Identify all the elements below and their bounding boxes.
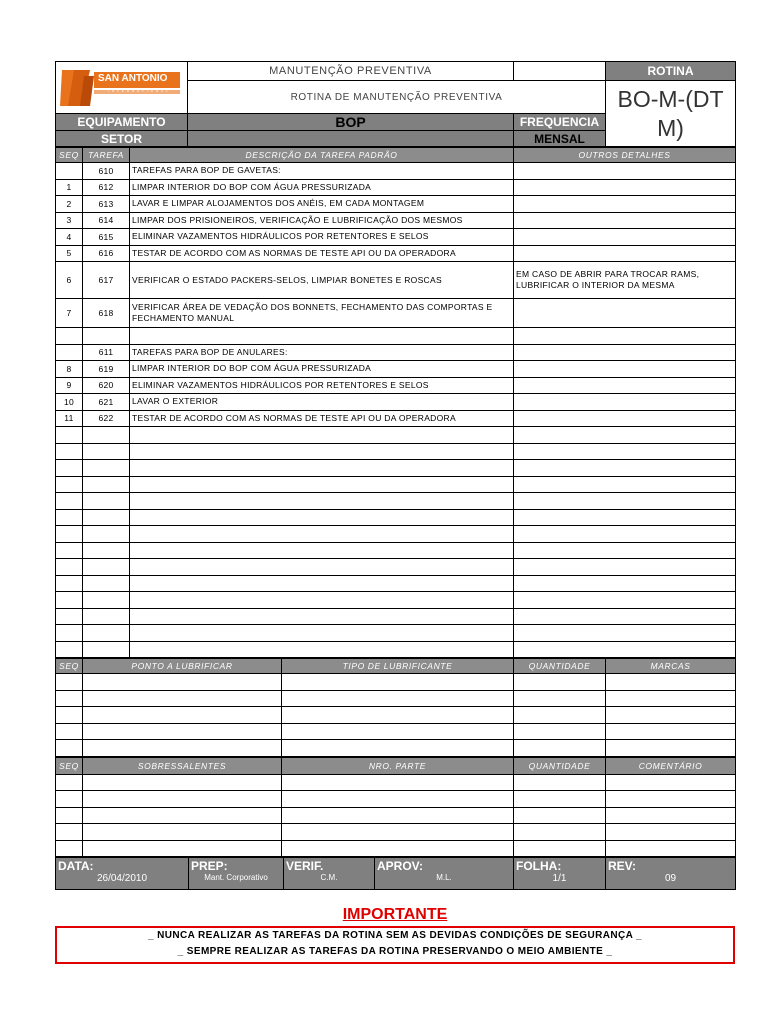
folha-value: 1/1 [552, 873, 567, 884]
empty-cell [514, 592, 736, 609]
col-lub-quantidade: QUANTIDADE [514, 659, 606, 674]
empty-cell [83, 674, 282, 691]
empty-cell [56, 592, 83, 609]
empty-cell [282, 707, 514, 724]
lubrication-row [56, 690, 736, 707]
page-subtitle: ROTINA DE MANUTENÇÃO PREVENTIVA [188, 81, 606, 114]
task-row-empty [56, 509, 736, 526]
col-spare-seq: SEQ [56, 757, 83, 774]
empty-cell [56, 807, 83, 824]
warning-box [55, 926, 735, 964]
company-logo [56, 62, 188, 114]
empty-cell [130, 443, 514, 460]
task-description: LAVAR O EXTERIOR [130, 394, 514, 411]
task-other-details [514, 163, 736, 180]
empty-cell [282, 791, 514, 808]
empty-cell [514, 526, 736, 543]
rotina-code: BO-M-(DTM) [606, 81, 736, 147]
empty-cell [83, 526, 130, 543]
lubrication-row [56, 674, 736, 691]
task-row-empty [56, 526, 736, 543]
empty-cell [282, 690, 514, 707]
empty-cell [282, 740, 514, 757]
folha-label: FOLHA: [516, 859, 562, 873]
empty-cell [514, 559, 736, 576]
task-number: 619 [83, 361, 130, 378]
empty-cell [56, 493, 83, 510]
task-row [56, 394, 736, 411]
task-number: 620 [83, 377, 130, 394]
spare-part-row [56, 807, 736, 824]
task-description: VERIFICAR O ESTADO PACKERS-SELOS, LIMPIAR BONETES E ROSCAS [130, 262, 514, 299]
empty-cell [130, 427, 514, 444]
empty-cell [83, 840, 282, 857]
task-seq: 10 [56, 394, 83, 411]
empty-cell [606, 824, 736, 841]
task-row [56, 328, 736, 345]
empty-cell [56, 690, 83, 707]
empty-cell [56, 608, 83, 625]
task-row-empty [56, 559, 736, 576]
rev-value: 09 [664, 873, 677, 884]
task-other-details [514, 299, 736, 328]
col-descricao: DESCRIÇÃO DA TAREFA PADRÃO [130, 148, 514, 163]
task-seq: 4 [56, 229, 83, 246]
empty-cell [282, 723, 514, 740]
task-seq: 1 [56, 179, 83, 196]
task-description: TESTAR DE ACORDO COM AS NORMAS DE TESTE API OU DA OPERADORA [130, 245, 514, 262]
empty-cell [83, 774, 282, 791]
empty-cell [130, 460, 514, 477]
task-description: ELIMINAR VAZAMENTOS HIDRÁULICOS POR RETENTORES E SELOS [130, 229, 514, 246]
spare-part-row [56, 791, 736, 808]
lubrication-row [56, 740, 736, 757]
task-seq: 9 [56, 377, 83, 394]
col-seq: SEQ [56, 148, 83, 163]
maintenance-form [55, 61, 735, 890]
empty-cell [606, 774, 736, 791]
empty-cell [130, 608, 514, 625]
empty-cell [514, 807, 606, 824]
task-row [56, 179, 736, 196]
col-sobressalentes: SOBRESSALENTES [83, 757, 282, 774]
task-seq: 5 [56, 245, 83, 262]
header-table [55, 61, 736, 147]
empty-cell [606, 723, 736, 740]
task-description: TAREFAS PARA BOP DE ANULARES: [130, 344, 514, 361]
empty-cell [56, 476, 83, 493]
empty-cell [83, 608, 130, 625]
footer-prep [189, 858, 284, 890]
task-number: 611 [83, 344, 130, 361]
empty-cell [514, 608, 736, 625]
task-description: ELIMINAR VAZAMENTOS HIDRÁULICOS POR RETENTORES E SELOS [130, 377, 514, 394]
empty-cell [83, 690, 282, 707]
task-seq [56, 328, 83, 345]
empty-cell [282, 824, 514, 841]
empty-cell [56, 526, 83, 543]
empty-cell [56, 740, 83, 757]
empty-cell [514, 840, 606, 857]
empty-cell [83, 740, 282, 757]
empty-cell [130, 592, 514, 609]
frequencia-value: MENSAL [514, 131, 606, 147]
empty-cell [514, 723, 606, 740]
lubrication-row [56, 707, 736, 724]
task-number: 612 [83, 179, 130, 196]
empty-cell [606, 791, 736, 808]
empty-cell [83, 625, 130, 642]
empty-cell [56, 575, 83, 592]
task-description [130, 328, 514, 345]
spare-part-row [56, 840, 736, 857]
empty-cell [282, 674, 514, 691]
spare-part-row [56, 774, 736, 791]
empty-cell [130, 509, 514, 526]
empty-cell [56, 840, 83, 857]
task-seq: 8 [56, 361, 83, 378]
empty-cell [56, 427, 83, 444]
footer-data [56, 858, 189, 890]
col-nro-parte: NRO. PARTE [282, 757, 514, 774]
empty-cell [282, 774, 514, 791]
empty-cell [606, 840, 736, 857]
task-row-empty [56, 427, 736, 444]
setor-value [188, 131, 514, 147]
empty-cell [56, 509, 83, 526]
col-tipo-lubrificante: TIPO DE LUBRIFICANTE [282, 659, 514, 674]
spare-parts-body [56, 774, 736, 857]
empty-cell [282, 807, 514, 824]
empty-cell [514, 774, 606, 791]
aprov-label: APROV: [377, 859, 424, 873]
task-other-details: EM CASO DE ABRIR PARA TROCAR RAMS, LUBRIFICAR O INTERIOR DA MESMA [514, 262, 736, 299]
empty-cell [83, 476, 130, 493]
empty-cell [514, 674, 606, 691]
data-value: 26/04/2010 [96, 873, 148, 884]
empty-cell [83, 542, 130, 559]
task-number: 617 [83, 262, 130, 299]
empty-cell [514, 493, 736, 510]
spare-parts-table [55, 757, 736, 858]
empty-cell [83, 509, 130, 526]
task-other-details [514, 361, 736, 378]
task-description: LIMPAR INTERIOR DO BOP COM ÁGUA PRESSURIZADA [130, 361, 514, 378]
empty-cell [83, 443, 130, 460]
task-row-empty [56, 476, 736, 493]
task-description: LAVAR E LIMPAR ALOJAMENTOS DOS ANÉIS, EM CADA MONTAGEM [130, 196, 514, 213]
task-other-details [514, 394, 736, 411]
frequencia-label: FREQUENCIA [514, 114, 606, 131]
col-tarefa: TAREFA [83, 148, 130, 163]
task-row [56, 229, 736, 246]
empty-cell [83, 723, 282, 740]
empty-cell [606, 674, 736, 691]
empty-cell [56, 674, 83, 691]
empty-cell [83, 641, 130, 658]
task-other-details [514, 212, 736, 229]
task-number: 613 [83, 196, 130, 213]
rev-label: REV: [608, 859, 637, 873]
empty-cell [56, 774, 83, 791]
task-row-empty [56, 608, 736, 625]
task-description: TESTAR DE ACORDO COM AS NORMAS DE TESTE API OU DA OPERADORA [130, 410, 514, 427]
empty-cell [83, 592, 130, 609]
task-seq: 3 [56, 212, 83, 229]
empty-cell [56, 791, 83, 808]
tasks-table [55, 147, 736, 658]
empty-cell [83, 807, 282, 824]
empty-cell [56, 723, 83, 740]
empty-cell [83, 707, 282, 724]
empty-cell [56, 559, 83, 576]
empty-cell [130, 641, 514, 658]
empty-cell [514, 824, 606, 841]
empty-cell [83, 824, 282, 841]
empty-cell [130, 625, 514, 642]
empty-cell [282, 840, 514, 857]
task-number: 615 [83, 229, 130, 246]
prep-value: Mant. Corporativo [204, 873, 268, 882]
empty-cell [83, 493, 130, 510]
task-row-empty [56, 542, 736, 559]
empty-cell [130, 493, 514, 510]
task-row-empty [56, 625, 736, 642]
task-seq [56, 163, 83, 180]
task-seq: 6 [56, 262, 83, 299]
empty-cell [83, 791, 282, 808]
task-row [56, 344, 736, 361]
empty-cell [514, 460, 736, 477]
empty-cell [606, 707, 736, 724]
footer-table [55, 857, 736, 890]
task-row [56, 262, 736, 299]
empty-cell [130, 526, 514, 543]
task-number: 614 [83, 212, 130, 229]
task-row [56, 196, 736, 213]
task-other-details [514, 410, 736, 427]
task-other-details [514, 245, 736, 262]
lubrication-table [55, 658, 736, 757]
empty-cell [514, 542, 736, 559]
empty-cell [606, 690, 736, 707]
task-other-details [514, 179, 736, 196]
col-comentario: COMENTÁRIO [606, 757, 736, 774]
task-row [56, 361, 736, 378]
task-number: 621 [83, 394, 130, 411]
prep-label: PREP: [191, 859, 228, 873]
task-row [56, 299, 736, 328]
empty-cell [56, 542, 83, 559]
lubrication-body [56, 674, 736, 757]
task-row [56, 410, 736, 427]
footer-folha [514, 858, 606, 890]
task-description: TAREFAS PARA BOP DE GAVETAS: [130, 163, 514, 180]
warning-line-1: _ NUNCA REALIZAR AS TAREFAS DA ROTINA SEM AS DEVIDAS CONDIÇÕES DE SEGURANÇA _ [148, 930, 642, 941]
task-row-empty [56, 493, 736, 510]
empty-cell [83, 575, 130, 592]
task-number: 610 [83, 163, 130, 180]
company-name: SAN ANTONIO [98, 72, 168, 84]
col-marcas: MARCAS [606, 659, 736, 674]
task-row-empty [56, 575, 736, 592]
empty-cell [56, 707, 83, 724]
empty-cell [56, 460, 83, 477]
task-number: 618 [83, 299, 130, 328]
spare-part-row [56, 824, 736, 841]
task-row-empty [56, 641, 736, 658]
tasks-body [56, 163, 736, 658]
task-seq: 7 [56, 299, 83, 328]
task-number: 616 [83, 245, 130, 262]
empty-cell [56, 443, 83, 460]
empty-cell [130, 542, 514, 559]
task-row-empty [56, 460, 736, 477]
col-spare-quantidade: QUANTIDADE [514, 757, 606, 774]
empty-cell [514, 641, 736, 658]
empty-cell [514, 625, 736, 642]
footer-rev [606, 858, 736, 890]
task-seq: 11 [56, 410, 83, 427]
empty-cell [514, 791, 606, 808]
warning-title: IMPORTANTE [342, 906, 448, 923]
verif-value: C.M. [320, 873, 338, 882]
task-row-empty [56, 592, 736, 609]
data-label: DATA: [58, 859, 94, 873]
page-title: MANUTENÇÃO PREVENTIVA [188, 62, 514, 81]
empty-cell [83, 559, 130, 576]
empty-cell [514, 443, 736, 460]
title-spacer [514, 62, 606, 81]
warning-line-2: _ SEMPRE REALIZAR AS TAREFAS DA ROTINA PRESERVANDO O MEIO AMBIENTE _ [177, 946, 613, 957]
task-description: LIMPAR DOS PRISIONEIROS, VERIFICAÇÃO E LUBRIFICAÇÃO DOS MESMOS [130, 212, 514, 229]
task-description: LIMPAR INTERIOR DO BOP COM ÁGUA PRESSURIZADA [130, 179, 514, 196]
task-description: VERIFICAR ÁREA DE VEDAÇÃO DOS BONNETS, FECHAMENTO DAS COMPORTAS E FECHAMENTO MANUAL [130, 299, 514, 328]
empty-cell [514, 690, 606, 707]
task-other-details [514, 344, 736, 361]
task-seq: 2 [56, 196, 83, 213]
empty-cell [514, 575, 736, 592]
empty-cell [130, 476, 514, 493]
task-row [56, 212, 736, 229]
empty-cell [83, 460, 130, 477]
task-row [56, 377, 736, 394]
aprov-value: M.L. [436, 873, 452, 882]
equipamento-value: BOP [188, 114, 514, 131]
rotina-label: ROTINA [606, 62, 736, 81]
footer-aprov [375, 858, 514, 890]
empty-cell [514, 427, 736, 444]
empty-cell [56, 824, 83, 841]
task-other-details [514, 229, 736, 246]
empty-cell [606, 807, 736, 824]
empty-cell [606, 740, 736, 757]
empty-cell [514, 509, 736, 526]
task-other-details [514, 196, 736, 213]
task-row-empty [56, 443, 736, 460]
task-row [56, 245, 736, 262]
task-row [56, 163, 736, 180]
setor-label: SETOR [56, 131, 188, 147]
col-ponto-lubrificar: PONTO A LUBRIFICAR [83, 659, 282, 674]
empty-cell [56, 641, 83, 658]
empty-cell [130, 559, 514, 576]
empty-cell [514, 740, 606, 757]
empty-cell [130, 575, 514, 592]
col-outros-detalhes: OUTROS DETALHES [514, 148, 736, 163]
empty-cell [514, 476, 736, 493]
task-number [83, 328, 130, 345]
task-other-details [514, 328, 736, 345]
task-other-details [514, 377, 736, 394]
col-lub-seq: SEQ [56, 659, 83, 674]
task-number: 622 [83, 410, 130, 427]
lubrication-row [56, 723, 736, 740]
verif-label: VERIF. [286, 859, 324, 873]
task-seq [56, 344, 83, 361]
empty-cell [514, 707, 606, 724]
footer-verif [284, 858, 375, 890]
company-subtitle: INTERNATIONAL [108, 88, 171, 93]
empty-cell [83, 427, 130, 444]
empty-cell [56, 625, 83, 642]
equipamento-label: EQUIPAMENTO [56, 114, 188, 131]
